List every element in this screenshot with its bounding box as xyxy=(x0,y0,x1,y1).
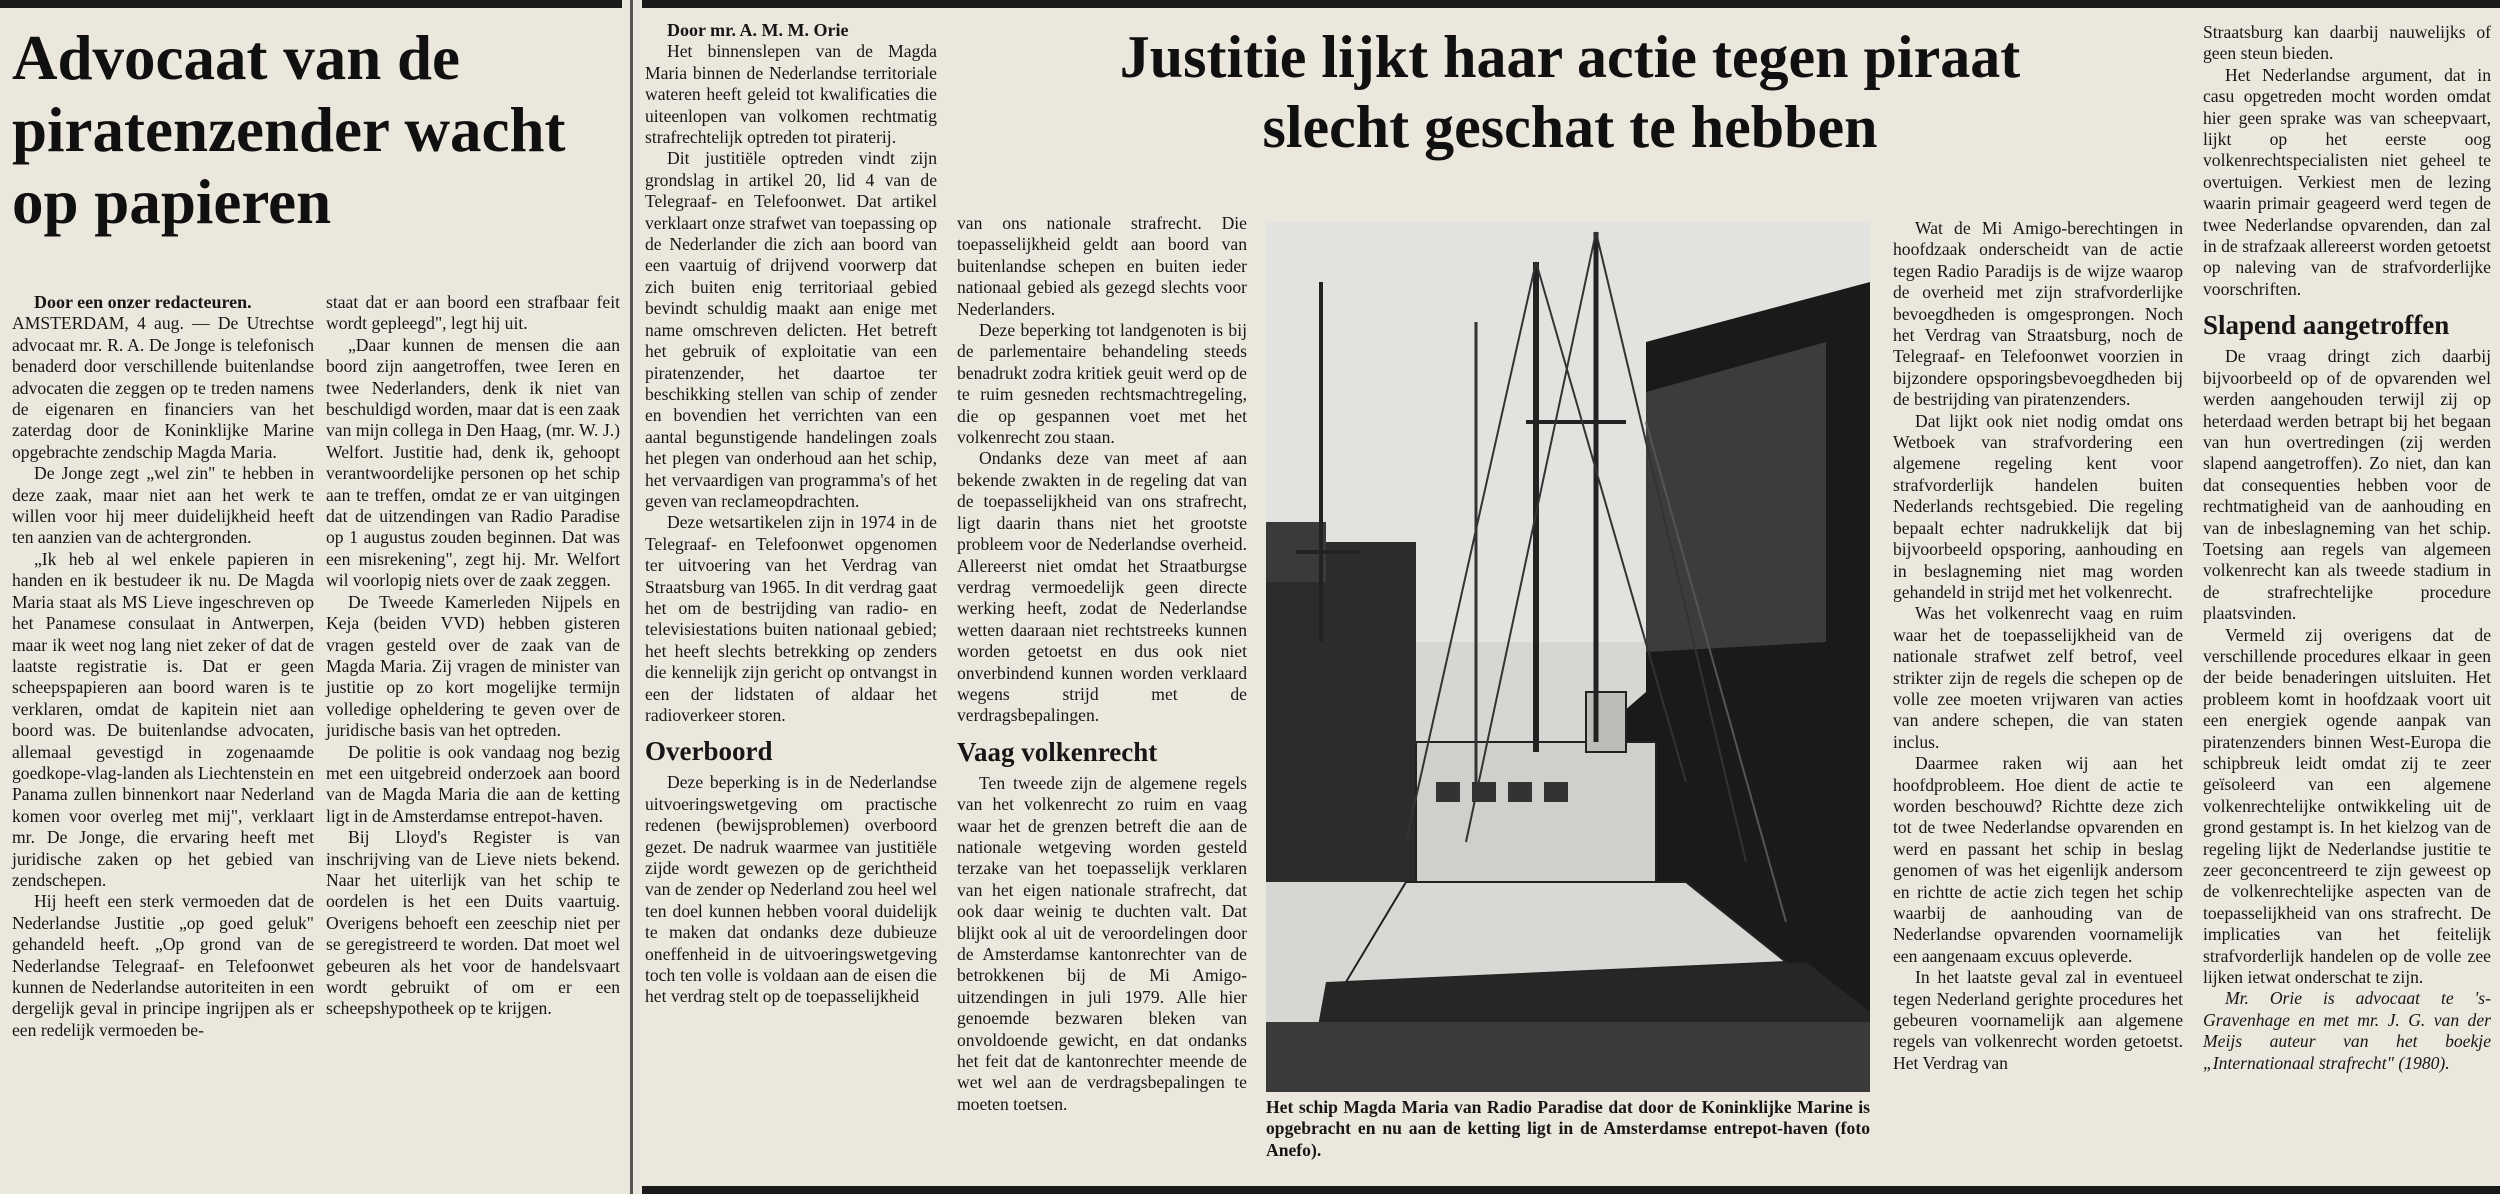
article1-paragraph: „Ik heb al wel enkele papieren in handen en ik bestudeer ik nu. De Magda Maria staat als MS Lieve ingeschreven op het Panamese consulaat in Antwerpen, maar ik weet nog lang niet zeker of dat de laatste registratie is. Dat er geen scheepspapieren aan boord waren is te verklaren, omdat de kapitein niet aan boord was. De buitenlandse advocaten, allemaal gevestigd in zogenaamde goedkope-vlag-landen als Liechtenstein en Panama zullen binnenkort naar Nederland komen voor overleg met mij", verklaart mr. De Jonge, die ervaring heeft met juridische zaken op het gebied van zendschepen. xyxy=(12,548,314,890)
bottom-rule xyxy=(642,1186,2500,1194)
article2-byline: Door mr. A. M. M. Orie xyxy=(667,20,849,40)
subheading-vaag-volkenrecht: Vaag volkenrecht xyxy=(957,736,1158,767)
article2-paragraph: Ondanks deze van meet af aan bekende zwakten in de regeling dat van de toepasselijkheid van ons strafrecht, ligt daarin thans niet het grootste probleem voor de Nederlandse overheid. Allereerst niet omdat het Straatburgse verdrag vermoedelijk geen directe werking heeft, zodat de Nederlandse wetten daaraan niet rechtstreeks kunnen worden getoetst en dus ook niet onverbindend kunnen worden verklaard wegens strijd met de verdragsbepalingen. xyxy=(957,448,1247,726)
article2-paragraph: Daarmee raken wij aan het hoofdprobleem. Hoe dient de actie te worden beschouwd? Richtte deze zich tot de twee Nederlandse opvarenden en werd en passant het schip in beslag genomen of was het eigenlijk andersom en richtte de actie zich tegen het schip waarbij de aanhouding van de Nederlandse opvarenden voornamelijk een aangenaam excuus opleverde. xyxy=(1893,753,2183,966)
article2-paragraph: Het Nederlandse argument, dat in casu opgetreden mocht worden omdat hier geen sprake was van scheepvaart, lijkt op het eerste oog volkenrechtspecialisten niet geheel te overtuigen. Verkiest men de lezing waarin primair geageerd werd tegen de twee Nederlandse opvarenden, dan zal in de strafzaak allereerst worden getoetst op naleving van de strafvorderlijke voorschriften. xyxy=(2203,64,2491,299)
article1-column-1 xyxy=(12,292,314,1041)
article2-headline-line1: Justitie lijkt haar actie tegen piraat xyxy=(1119,24,2021,90)
article1-paragraph: De Jonge zegt „wel zin" te hebben in deze zaak, maar niet aan het werk te willen voor hij meer duidelijkheid heeft ten aanzien van de achtergronden. xyxy=(12,463,314,548)
article2-paragraph: Wat de Mi Amigo-berechtingen in hoofdzaak onderscheidt van de actie tegen Radio Paradijs is de wijze waarop de overheid met zijn strafvorderlijke bevoegdheden is omgesprongen. Noch het Verdrag van Straatsburg, noch de Telegraaf- en Telefoonwet voorzien in bijzondere opsporingsbevoegdheden bij de bestrijding van piratenzenders. xyxy=(1893,218,2183,410)
article1-paragraph: Bij Lloyd's Register is van inschrijving van de Lieve niets bekend. Naar het uiterlijk van het schip te oordelen is het een Duits vaartuig. Overigens behoeft een zeeschip niet per se geregistreerd te worden. Dat moet wel gebeuren als het voor de handelsvaart wordt gebruikt of om er een scheepshypotheek op te krijgen. xyxy=(326,827,620,1019)
article1-paragraph: De politie is ook vandaag nog bezig met een uitgebreid onderzoek aan boord van de Magda Maria die aan de ketting ligt in de Amsterdamse entrepot-haven. xyxy=(326,741,620,826)
article1-headline: Advocaat van de piratenzender wacht op papieren xyxy=(12,23,566,237)
article1-column-2 xyxy=(326,292,620,1020)
photo-caption-text: Het schip Magda Maria van Radio Paradise dat door de Koninklijke Marine is opgebracht en nu aan de ketting ligt in de Amsterdamse entrepot-haven xyxy=(1266,1097,1870,1139)
article2-paragraph: Dat lijkt ook niet nodig omdat ons Wetboek van strafvordering een algemene regeling kent voor strafvorderlijk handelen buiten Nederlands rechtsgebied. Die regeling bepaalt echter nadrukkelijk dat bij bijvoorbeeld opsporing, aanhouding en in beslagneming niet mag worden gehandeld in strijd met het volkenrecht. xyxy=(1893,410,2183,602)
article2-paragraph: Het binnenslepen van de Magda Maria binnen de Nederlandse territoriale wateren heeft geleid tot kwalificaties die uiteenlopen van volkomen rechtmatig strafrechtelijk optreden tot piraterij. xyxy=(645,41,937,148)
article2-paragraph: Was het volkenrecht vaag en ruim waar het de toepasselijkheid van de nationale strafwet zelf betrof, veel strikter zijn de regels die schepen op de volle zee moeten vrijwaren van acties van andere schepen, die van staten inclus. xyxy=(1893,603,2183,752)
photo-credit: (foto Anefo). xyxy=(1266,1118,1870,1160)
article2-headline-line2: slecht geschat te hebben xyxy=(1262,94,1878,160)
article1-paragraph: Hij heeft een sterk vermoeden dat de Nederlandse Justitie „op goed geluk" gehandeld heeft. „Op grond van de Nederlandse Telegraaf- en Telefoonwet kunnen de Nederlandse autoriteiten in een dergelijk geval in principe ingrijpen als er een redelijk vermoeden be- xyxy=(12,891,314,1040)
article2-headline xyxy=(950,22,2190,162)
article2-paragraph: Deze wetsartikelen zijn in 1974 in de Telegraaf- en Telefoonwet opgenomen ter uitvoering van het Verdrag van Straatsburg van 1965. In dit verdrag gaat het om de bestrijding van radio- en televisiestations buiten nationaal gebied; het heeft slechts betrekking op zenders die kennelijk zijn gericht op ontvangst in een der lidstaten of aldaar het radioverkeer storen. xyxy=(645,512,937,725)
ship-illustration xyxy=(1266,222,1870,1092)
article2-paragraph: De vraag dringt zich daarbij bijvoorbeeld op of de opvarenden wel werden aangehouden terwijl zij op heterdaad werden betrapt bij het begaan van hun overtredingen (zij werden slapend aangetroffen). Zo niet, dan kan dat consequenties hebben voor de rechtmatigheid van de aanhouding en van de inbeslagneming van het schip. Toetsing aan regels van algemeen volkenrecht kan als tweede stadium in de strafrechtelijke procedure plaatsvinden. xyxy=(2203,346,2491,624)
article2-paragraph: Straatsburg kan daarbij nauwelijks of geen steun bieden. xyxy=(2203,22,2491,64)
ship-photo xyxy=(1266,222,1870,1092)
article2-column-4 xyxy=(2203,22,2491,1074)
article2-column-3 xyxy=(1893,218,2183,1074)
article2-paragraph: In het laatste geval zal in eventueel tegen Nederland gerighte procedures het gebeuren voornamelijk aan algemene regels van volkenrecht worden getoetst. Het Verdrag van xyxy=(1893,967,2183,1073)
author-note: Mr. Orie is advocaat te 's-Gravenhage en met mr. J. G. van der Meijs auteur van het boekje „Internationaal strafrecht" (1980). xyxy=(2203,988,2491,1073)
top-rule-left xyxy=(0,0,622,8)
article2-paragraph: van ons nationale strafrecht. Die toepasselijkheid geldt aan boord van buitenlandse schepen en buiten ieder nationaal gebied als gezegd slechts voor Nederlanders. xyxy=(957,213,1247,319)
article2-column-2 xyxy=(957,213,1247,1115)
article1-paragraph: De Tweede Kamerleden Nijpels en Keja (beiden VVD) hebben gisteren vragen gesteld over de zaak van de Magda Maria. Zij vragen de minister van justitie op zo kort mogelijke termijn volledige opheldering te geven over de juridische basis van het optreden. xyxy=(326,591,620,741)
article2-paragraph: Dit justitiële optreden vindt zijn grondslag in artikel 20, lid 4 van de Telegraaf- en Telefoonwet. Dat artikel verklaart onze strafwet van toepassing op de Nederlander die zich aan boord van een vaartuig of drijvend voorwerp dat zich buiten enig territoriaal gebied bevindt schuldig maakt aan enige met name omschreven delicten. Het betreft het gebruik of exploitatie van een piratenzender, het daartoe ter beschikking stellen van schip of zender en bovendien het verrichten van een aantal begunstigende handelingen zoals het plegen van onderhoud aan het schip, het vervaardigen van programma's of het geven van reclameopdrachten. xyxy=(645,148,937,511)
subheading-slapend-aangetroffen: Slapend aangetroffen xyxy=(2203,310,2450,341)
article2-paragraph: Deze beperking is in de Nederlandse uitvoeringswetgeving om practische redenen (bewijsproblemen) overboord gezet. De nadruk waarmee van justitiële zijde wordt gewezen op de gerichtheid van de zender op Nederland zou heel wel ten doel kunnen hebben vooral duidelijk te maken dat ondanks deze dubieuze oneffenheid in de uitvoeringswetgeving toch ten volle is voldaan aan de eisen die het verdrag stelt op de toepasselijkheid xyxy=(645,772,937,1007)
article1-paragraph: „Daar kunnen de mensen die aan boord zijn aangetroffen, twee Ieren en twee Nederlanders, denk ik niet van beschuldigd worden, maar dat is een zaak van mijn collega in Den Haag, (mr. W. J.) Welfort. Justitie had, denk ik, gehoopt verantwoordelijke personen op het schip aan te treffen, omdat ze er van uitgingen dat de uitzendingen van Radio Paradise op 1 augustus zouden beginnen. Dat was een misrekening", zegt hij. Mr. Welfort wil voorlopig niets over de zaak zeggen. xyxy=(326,334,620,591)
article1-byline: Door een onzer redacteuren. xyxy=(34,292,252,312)
article2-column-1 xyxy=(645,20,937,1008)
top-rule-right xyxy=(642,0,2500,8)
subheading-overboord: Overboord xyxy=(645,736,773,767)
article1-paragraph: staat dat er aan boord een strafbaar feit wordt gepleegd", legt hij uit. xyxy=(326,292,620,334)
article2-paragraph: Vermeld zij overigens dat de verschillende procedures elkaar in geen der beide benaderingen uitsluiten. Het probleem komt in hoofdzaak voort uit een energiek ogende aanpak van piratenzenders binnen West-Europa die schipbreuk leidt omdat zij te zeer geïsoleerd van een algemene volkenrechtelijke ontwikkeling uit de grond gestampt is. In het kielzog van de regeling lijkt de Nederlandse justitie te zeer geconcentreerd te zijn geweest op de volkenrechtelijke aspecten van de toepasselijkheid van ons strafrecht. De implicaties van het feitelijk strafvorderlijk handelen op de volle zee lijken ietwat onderschat te zijn. xyxy=(2203,624,2491,988)
article1-paragraph: AMSTERDAM, 4 aug. — De Utrechtse advocaat mr. R. A. De Jonge is telefonisch benaderd door verschillende buitenlandse advocaten die zeggen op te treden namens de eigenaren en financiers van het zaterdag door de Koninklijke Marine opgebrachte zendschip Magda Maria. xyxy=(12,313,314,462)
article2-paragraph: Deze beperking tot landgenoten is bij de parlementaire behandeling steeds benadrukt zodra kritiek geuit werd op de te ruim gesneden rechtsmachtregeling, die op gespannen voet met het volkenrecht zou staan. xyxy=(957,320,1247,448)
article2-paragraph: Ten tweede zijn de algemene regels van het volkenrecht zo ruim en vaag waar het de grenzen betreft die aan de nationale wetgeving worden gesteld terzake van het toepasselijk verklaren van het eigen nationale strafrecht, dat ook daar weinig te duchten valt. Dat blijkt ook al uit de veroordelingen door de Amsterdamse kantonrechter van de betrokkenen bij de Mi Amigo-uitzendingen in juli 1979. Alle hier genoemde bezwaren bleken van onvoldoende gewicht, en dat ondanks het feit dat de kantonrechter meende de wet wel aan de verdragsbepalingen te moeten toetsen. xyxy=(957,772,1247,1114)
column-divider xyxy=(630,0,633,1194)
photo-caption xyxy=(1266,1097,1870,1161)
